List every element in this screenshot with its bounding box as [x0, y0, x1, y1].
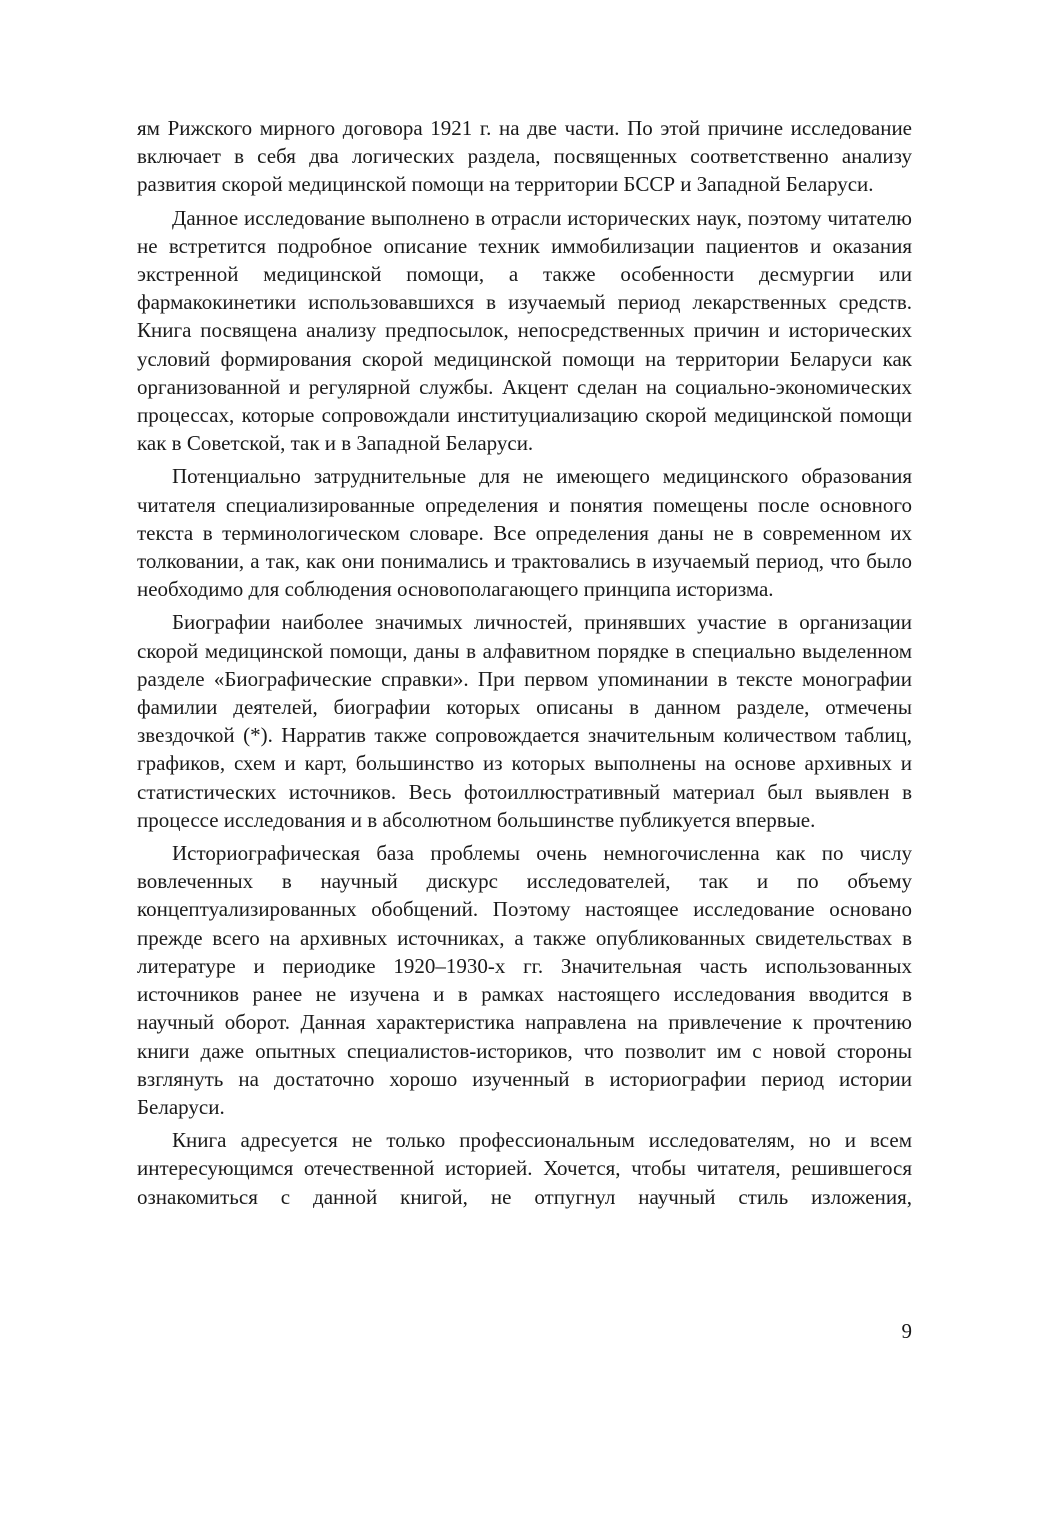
paragraph-scope: Данное исследование выполнено в отрасли исторических наук, поэтому читателю не встретится подробное описание техник иммобилизации пациентов и оказания экстренной медицинской помощи, а также особенности десмургии или фармакокинетики использовавшихся в изучаемый период лекарственных средств. Книга посвящена анализу предпосылок, непосредственных причин и исторических условий формирования скорой медицинской помощи на территории Беларуси как организованной и регулярной службы. Акцент сделан на социально-экономических процессах, которые сопровождали институциализацию скорой медицинской помощи как в Советской, так и в Западной Беларуси. — [137, 205, 912, 456]
paragraph-audience: Книга адресуется не только профессиональным исследователям, но и всем интересующимся отечественной историей. Хочется, чтобы читателя, решившегося ознакомиться с данной книгой, не отпугнул научный стиль изложения, — [137, 1128, 912, 1209]
paragraph-historiography: Историографическая база проблемы очень немногочисленна как по числу вовлеченных в научный дискурс исследователей, так и по объему концептуализированных обобщений. Поэтому настоящее исследование основано прежде всего на архивных источниках, а также опубликованных свидетельствах в литературе и периодике 1920–1930-х гг. Значительная часть использованных источников ранее не изучена и в рамках настоящего исследования вводится в научный оборот. Данная характеристика направлена на привлечение к прочтению книги даже опытных специалистов-историков, что позволит им с новой стороны взглянуть на достаточно хорошо изученный в историографии период истории Беларуси. — [137, 841, 912, 1119]
paragraph-continuation: ям Рижского мирного договора 1921 г. на две части. По этой причине исследование включает в себя два логических раздела, посвященных соответственно анализу развития скорой медицинской помощи на территории БССР и Западной Беларуси. — [137, 116, 912, 197]
body-text — [137, 114, 912, 1216]
page-number: 9 — [901, 1319, 912, 1343]
paragraph-glossary: Потенциально затруднительные для не имеющего медицинского образования читателя специализированные определения и понятия помещены после основного текста в терминологическом словаре. Все определения даны не в современном их толковании, а так, как они понимались и трактовались в изучаемый период, что было необходимо для соблюдения основополагающего принципа историзма. — [137, 464, 912, 602]
paragraph-biographies: Биографии наиболее значимых личностей, принявших участие в организации скорой медицинской помощи, даны в алфавитном порядке в специально выделенном разделе «Биографические справки». При первом упоминании в тексте монографии фамилии деятелей, биографии которых описаны в данном разделе, отмечены звездочкой (*). Нарратив также сопровождается значительным количеством таблиц, графиков, схем и карт, большинство из которых выполнены на основе архивных и статистических источников. Весь фотоиллюстративный материал был выявлен в процессе исследования и в абсолютном большинстве публикуется впервые. — [137, 610, 912, 832]
